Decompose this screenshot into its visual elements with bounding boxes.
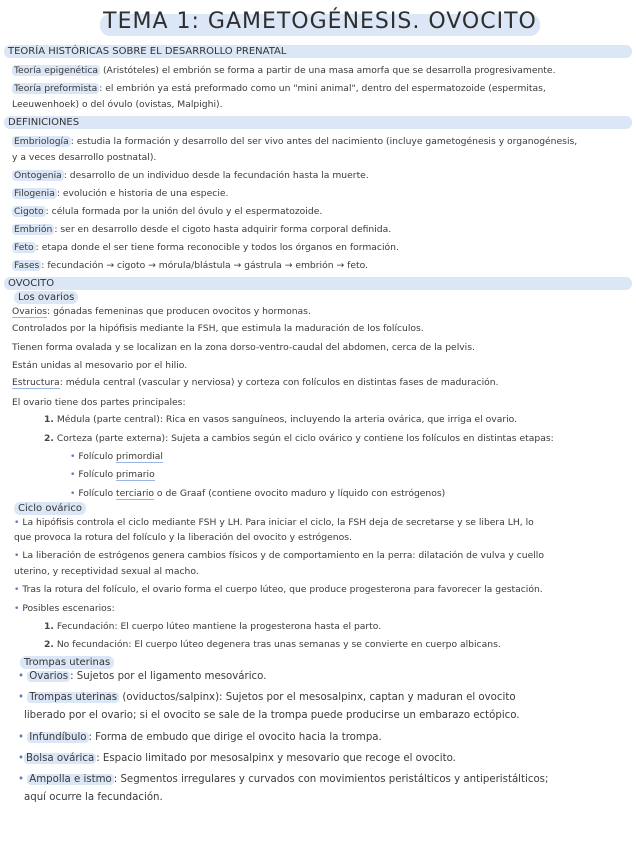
trompas-line-4	[18, 730, 634, 745]
def-line-4	[12, 187, 628, 200]
teoria-line-3	[12, 98, 628, 111]
ovarios-text-6: El ovario tiene dos partes principales:	[12, 397, 186, 408]
bullet-icon: •	[14, 550, 20, 561]
subheading-ovarios: Los ovarios	[14, 291, 78, 304]
term-estructura: Estructura	[12, 377, 60, 388]
ciclo-line-5	[14, 583, 630, 596]
def-text-8: : fecundación → cigoto → mórula/blástula → gástrula → embrión → feto.	[41, 260, 368, 271]
def-text-5: : célula formada por la unión del óvulo y el espermatozoide.	[45, 206, 323, 217]
foliculo-pre-2: Folículo	[78, 469, 116, 480]
bullet-icon: •	[70, 488, 76, 499]
trompas-line-7	[24, 790, 636, 805]
ovarios-text-3: Tienen forma ovalada y se localizan en la zona dorso-ventro-caudal del abdomen, cerca de la pelvis.	[12, 342, 475, 353]
def-text-6: : ser en desarrollo desde el cigoto hasta adquirir forma corporal definida.	[54, 224, 392, 235]
ovarios-line-6	[12, 396, 628, 409]
ovarios-line-5	[12, 376, 628, 389]
term-fases: Fases	[14, 260, 40, 271]
ciclo-line-1	[14, 516, 630, 529]
term-ampolla-istmo: Ampolla e istmo	[29, 774, 112, 785]
term-infundibulo: Infundíbulo	[29, 732, 87, 743]
def-text-4: : evolución e historia de una especie.	[56, 188, 229, 199]
term-bolsa-ovarica: Bolsa ovárica	[26, 753, 95, 764]
foliculo-2	[70, 468, 628, 481]
ovarios-line-2	[12, 322, 628, 335]
trompas-line-3	[24, 708, 636, 723]
teoria-line-1	[12, 64, 628, 77]
subheading-trompas: Trompas uterinas	[20, 656, 114, 669]
term-epigenetica: Teoría epigenética	[14, 65, 99, 76]
escenario-1	[44, 620, 628, 633]
trompas-line-5	[18, 751, 634, 766]
ovarios-text-4: Están unidas al mesovario por el hilio.	[12, 360, 188, 371]
def-line-5	[12, 205, 628, 218]
term-ovarios: Ovarios	[12, 306, 48, 317]
trompas-text-3: liberado por el ovario; si el ovocito se sale de la trompa puede producirse un embarazo ectópico.	[24, 710, 520, 721]
trompas-line-2	[18, 690, 634, 705]
escenario-num-1: 1.	[44, 621, 54, 632]
parte-1	[44, 413, 628, 426]
def-text-1: : estudia la formación y desarrollo del ser vivo antes del nacimiento (incluye gametogénesis y organogénesis,	[70, 136, 578, 147]
def-line-2	[12, 151, 628, 164]
foliculo-pre-1: Folículo	[78, 451, 116, 462]
teoria-text-2: : el embrión ya está preformado como un "mini animal", dentro del espermatozoide (espermitas,	[99, 83, 546, 94]
ovarios-line-4	[12, 359, 628, 372]
foliculo-post-3: o de Graaf (contiene ovocito maduro y líquido con estrógenos)	[154, 488, 446, 499]
def-text-3: : desarrollo de un individuo desde la fecundación hasta la muerte.	[63, 170, 369, 181]
def-line-8	[12, 259, 628, 272]
trompas-line-6	[18, 772, 634, 787]
ciclo-text-3: La liberación de estrógenos genera cambios físicos y de comportamiento en la perra: dilatación de vulva y cuello	[22, 550, 544, 561]
parte-num-1: 1.	[44, 414, 54, 425]
ciclo-text-1: La hipófisis controla el ciclo mediante FSH y LH. Para iniciar el ciclo, la FSH deja de secretarse y se libera LH, lo	[22, 517, 534, 528]
def-line-1	[12, 135, 628, 148]
bullet-icon: •	[18, 671, 25, 682]
term-embrion: Embrión	[14, 224, 53, 235]
parte-2	[44, 432, 628, 445]
page-title: TEMA 1: GAMETOGÉNESIS. OVOCITO	[103, 9, 537, 34]
term-primario: primario	[116, 469, 155, 480]
def-text-7: : etapa donde el ser tiene forma reconocible y todos los órganos en formación.	[35, 242, 399, 253]
parte-num-2: 2.	[44, 433, 54, 444]
ciclo-text-6: Posibles escenarios:	[22, 603, 115, 614]
ovarios-text-2: Controlados por la hipófisis mediante la FSH, que estimula la maduración de los folículos.	[12, 323, 424, 334]
escenario-num-2: 2.	[44, 639, 54, 650]
ovarios-text-5: : médula central (vascular y nerviosa) y corteza con folículos en distintas fases de maduración.	[59, 377, 499, 388]
trompas-text-1: : Sujetos por el ligamento mesovárico.	[70, 671, 267, 682]
term-terciario: terciario	[116, 488, 155, 499]
trompas-text-7: aquí ocurre la fecundación.	[24, 792, 163, 803]
trompas-text-6: : Segmentos irregulares y curvados con movimientos peristálticos y antiperistálticos;	[113, 774, 549, 785]
term-filogenia: Filogenia	[14, 188, 55, 199]
section-heading-definiciones: DEFINICIONES	[4, 116, 632, 129]
trompas-text-2: (oviductos/salpinx): Sujetos por el mesosalpinx, captan y maduran el ovocito	[119, 692, 516, 703]
term-trompas-uterinas: Trompas uterinas	[29, 692, 118, 703]
term-embriologia: Embriología	[14, 136, 69, 147]
foliculo-1	[70, 450, 628, 463]
escenario-text-2: No fecundación: El cuerpo lúteo degenera tras unas semanas y se convierte en cuerpo albicans.	[56, 639, 501, 650]
bullet-icon: •	[18, 753, 25, 764]
foliculo-pre-3: Folículo	[78, 488, 116, 499]
escenario-text-1: Fecundación: El cuerpo lúteo mantiene la progesterona hasta el parto.	[56, 621, 382, 632]
bullet-icon: •	[70, 469, 76, 480]
def-line-7	[12, 241, 628, 254]
trompas-line-1	[18, 669, 634, 684]
ciclo-line-4	[14, 565, 630, 578]
subheading-ciclo: Ciclo ovárico	[14, 502, 86, 515]
teoria-line-2	[12, 82, 628, 95]
parte-text-1: Médula (parte central): Rica en vasos sanguíneos, incluyendo la arteria ovárica, que irriga el ovario.	[56, 414, 518, 425]
bullet-icon: •	[18, 732, 25, 743]
parte-text-2: Corteza (parte externa): Sujeta a cambios según el ciclo ovárico y contiene los folículos en distintas etapas:	[56, 433, 554, 444]
ciclo-text-5: Tras la rotura del folículo, el ovario forma el cuerpo lúteo, que produce progesterona para favorecer la gestación.	[22, 584, 543, 595]
ovarios-line-3	[12, 341, 628, 354]
def-line-3	[12, 169, 628, 182]
bullet-icon: •	[70, 451, 76, 462]
bullet-icon: •	[18, 692, 25, 703]
term-ovarios-trompas: Ovarios	[29, 671, 69, 682]
teoria-text-1: (Aristóteles) el embrión se forma a partir de una masa amorfa que se desarrolla progresivamente.	[100, 65, 556, 76]
ciclo-text-4: uterino, y receptividad sexual al macho.	[14, 566, 199, 577]
trompas-text-4: : Forma de embudo que dirige el ovocito hacia la trompa.	[88, 732, 382, 743]
bullet-icon: •	[14, 584, 20, 595]
ovarios-text-1: : gónadas femeninas que producen ovocitos y hormonas.	[47, 306, 311, 317]
term-cigoto: Cigoto	[14, 206, 44, 217]
escenario-2	[44, 638, 628, 651]
ciclo-line-2	[14, 531, 630, 544]
term-primordial: primordial	[116, 451, 163, 462]
bullet-icon: •	[14, 517, 20, 528]
def-text-2: y a veces desarrollo postnatal).	[12, 152, 157, 163]
ciclo-line-3	[14, 549, 630, 562]
teoria-text-3: Leeuwenhoek) o del óvulo (ovistas, Malpighi).	[12, 99, 223, 110]
ovarios-line-1	[12, 305, 628, 318]
section-heading-teorias: TEORÍA HISTÓRICAS SOBRE EL DESARROLLO PRENATAL	[4, 45, 632, 58]
def-line-6	[12, 223, 628, 236]
ciclo-line-6	[14, 602, 630, 615]
ciclo-text-2: que provoca la rotura del folículo y la liberación del ovocito y estrógenos.	[14, 532, 352, 543]
term-feto: Feto	[14, 242, 34, 253]
foliculo-3	[70, 487, 628, 500]
bullet-icon: •	[18, 774, 25, 785]
term-preformista: Teoría preformista	[14, 83, 98, 94]
section-heading-ovocito: OVOCITO	[4, 277, 632, 290]
term-ontogenia: Ontogenia	[14, 170, 62, 181]
trompas-text-5: : Espacio limitado por mesosalpinx y mesovario que recoge el ovocito.	[96, 753, 456, 764]
bullet-icon: •	[14, 603, 20, 614]
